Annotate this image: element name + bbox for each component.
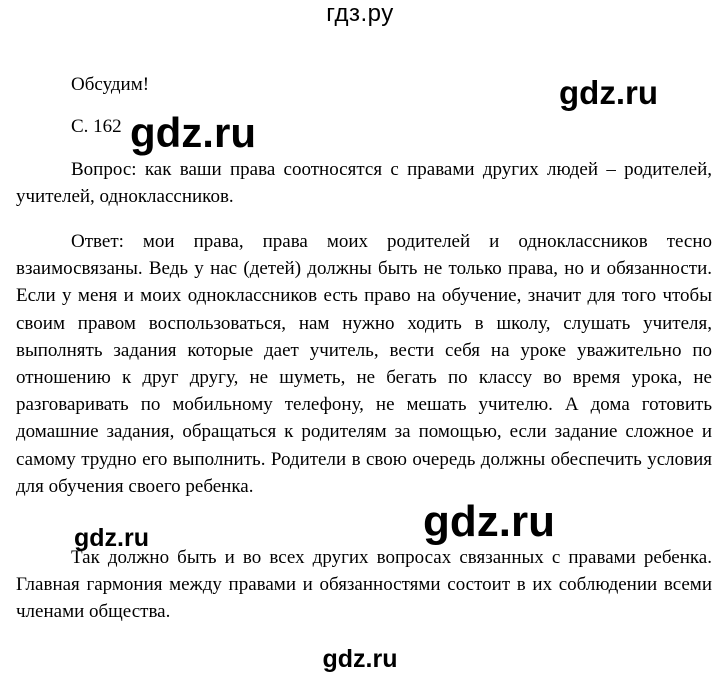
watermark-mid-left: gdz.ru [74, 524, 149, 552]
site-header: гдз.ру [326, 0, 394, 27]
question-paragraph: Вопрос: как ваши права соотносятся с правами других людей – родителей, учителей, одноклассников. [16, 159, 712, 208]
watermark-top-right: gdz.ru [559, 74, 658, 111]
page-reference: С. 162 [71, 116, 122, 137]
answer-paragraph: Ответ: мои права, права моих родителей и одноклассников тесно взаимосвязаны. Ведь у нас (детей) должны быть не только права, но и обязанности. Если у меня и моих одноклассников есть право на обучение, значит для того чтобы своим правом воспользоваться, нам нужно ходить в школу, слушать учителя, выполнять задания которые дает учитель, вести себя на уроке уважительно по отношению к друг другу, не шуметь, не бегать по классу во время урока, не разговаривать по мобильному телефону, не мешать учителю. А дома готовить домашние задания, обращаться к родителям за помощью, если задание сложное и самому трудно его выполнить. Родители в свою очередь должны обеспечить условия для обучения своего ребенка. [16, 231, 712, 497]
section-heading: Обсудим! [71, 74, 150, 95]
watermark-bottom: gdz.ru [322, 645, 398, 673]
watermark-page-ref: gdz.ru [130, 109, 256, 156]
watermark-mid-right: gdz.ru [423, 497, 555, 546]
conclusion-paragraph: Так должно быть и во всех других вопросах связанных с правами ребенка. Главная гармония между правами и обязанностями состоит в их соблюдении всеми членами общества. [16, 547, 712, 623]
